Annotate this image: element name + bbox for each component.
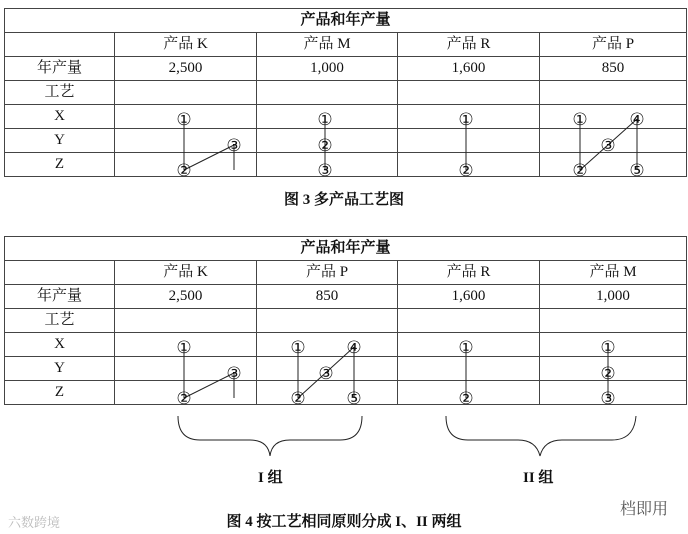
row-label-process: 工艺 bbox=[5, 81, 115, 105]
row-label-z: Z bbox=[5, 153, 115, 177]
step-node: ③ bbox=[317, 161, 333, 180]
step-node: ⑤ bbox=[346, 389, 362, 408]
step-node: ② bbox=[290, 389, 306, 408]
product-header: 产品 R bbox=[398, 33, 540, 57]
volume-cell: 2,500 bbox=[115, 285, 257, 309]
step-node: ① bbox=[290, 338, 306, 357]
row-label-process: 工艺 bbox=[5, 309, 115, 333]
step-node: ③ bbox=[226, 364, 242, 383]
product-header: 产品 R bbox=[398, 261, 540, 285]
step-node: ③ bbox=[600, 389, 616, 408]
step-node: ① bbox=[176, 110, 192, 129]
step-node: ② bbox=[572, 161, 588, 180]
row-label-volume: 年产量 bbox=[5, 285, 115, 309]
volume-cell: 1,600 bbox=[398, 285, 540, 309]
empty-cell bbox=[5, 261, 115, 285]
row-label-x: X bbox=[5, 105, 115, 129]
row-label-volume: 年产量 bbox=[5, 57, 115, 81]
table-title: 产品和年产量 bbox=[5, 9, 687, 33]
watermark-right: 档即用 bbox=[620, 501, 669, 518]
row-label-z: Z bbox=[5, 381, 115, 405]
product-header: 产品 M bbox=[257, 33, 398, 57]
step-node: ② bbox=[317, 136, 333, 155]
volume-cell: 1,000 bbox=[257, 57, 398, 81]
product-header: 产品 P bbox=[257, 261, 398, 285]
step-node: ① bbox=[458, 338, 474, 357]
group-label-2: II 组 bbox=[523, 470, 554, 486]
step-node: ② bbox=[176, 389, 192, 408]
process-table-2 bbox=[4, 236, 687, 405]
process-table-1 bbox=[4, 8, 687, 177]
step-node: ③ bbox=[600, 136, 616, 155]
product-header: 产品 P bbox=[540, 33, 687, 57]
product-header: 产品 M bbox=[540, 261, 687, 285]
step-node: ② bbox=[458, 389, 474, 408]
row-label-x: X bbox=[5, 333, 115, 357]
step-node: ⑤ bbox=[629, 161, 645, 180]
group-label-1: I 组 bbox=[258, 470, 283, 486]
volume-cell: 850 bbox=[257, 285, 398, 309]
product-header: 产品 K bbox=[115, 261, 257, 285]
step-node: ③ bbox=[318, 364, 334, 383]
step-node: ① bbox=[600, 338, 616, 357]
step-node: ② bbox=[176, 161, 192, 180]
volume-cell: 1,000 bbox=[540, 285, 687, 309]
volume-cell: 850 bbox=[540, 57, 687, 81]
step-node: ④ bbox=[629, 110, 645, 129]
table-title: 产品和年产量 bbox=[5, 237, 687, 261]
step-node: ④ bbox=[346, 338, 362, 357]
volume-cell: 1,600 bbox=[398, 57, 540, 81]
row-label-y: Y bbox=[5, 129, 115, 153]
row-label-y: Y bbox=[5, 357, 115, 381]
step-node: ① bbox=[572, 110, 588, 129]
step-node: ① bbox=[317, 110, 333, 129]
volume-cell: 2,500 bbox=[115, 57, 257, 81]
step-node: ② bbox=[600, 364, 616, 383]
step-node: ① bbox=[176, 338, 192, 357]
step-node: ① bbox=[458, 110, 474, 129]
empty-cell bbox=[5, 33, 115, 57]
step-node: ③ bbox=[226, 136, 242, 155]
watermark-left: 六数跨境 bbox=[8, 515, 61, 530]
figure-caption-4: 图 4 按工艺相同原则分成 I、II 两组 bbox=[226, 514, 462, 530]
figure-caption-3: 图 3 多产品工艺图 bbox=[283, 192, 404, 208]
step-node: ② bbox=[458, 161, 474, 180]
product-header: 产品 K bbox=[115, 33, 257, 57]
